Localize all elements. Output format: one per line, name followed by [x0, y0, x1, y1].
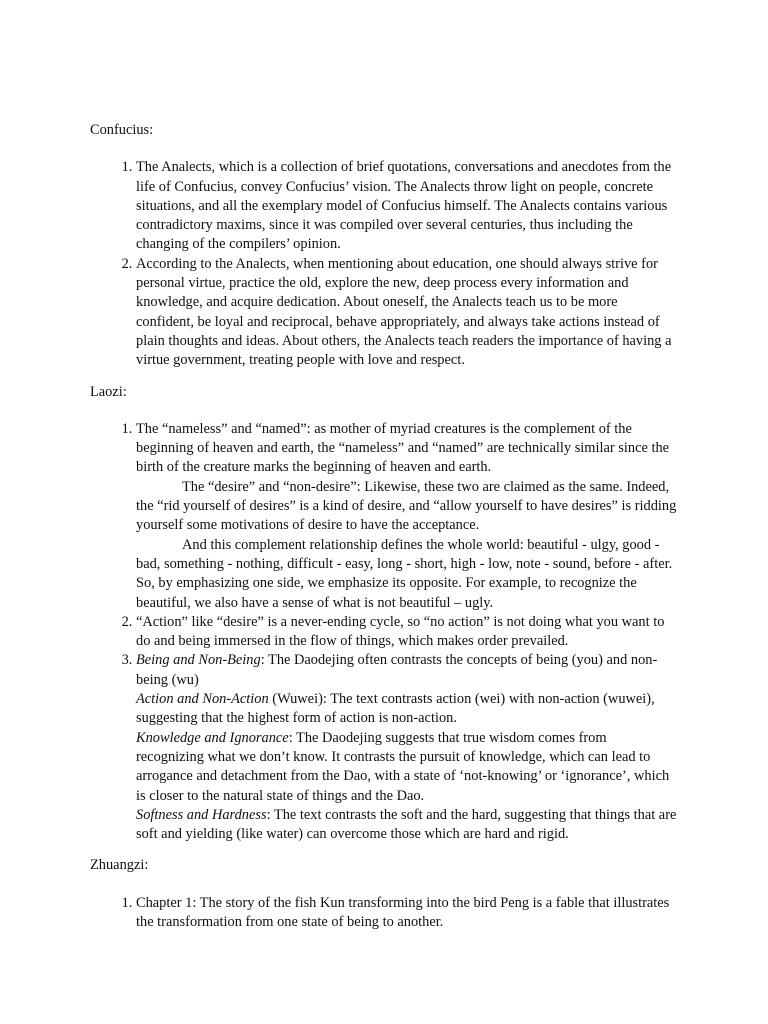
laozi-item-1-para-3: And this complement relationship defines the whole world: beautiful - ulgy, good - bad, something - nothing, difficult - easy, long - short, high - low, note - sound, before - after. So, by emphasizing one side, we emphasize its opposite. For example, to recognize the beautiful, we also have a sense of what is not beautiful – ugly.: [136, 536, 673, 611]
action-nonaction-term: Action and Non-Action: [136, 691, 269, 708]
laozi-item-2: 2. “Action” like “desire” is a never-ending cycle, so “no action” is not doing what you want to do and being immersed in the flow of things, which makes order prevailed.: [136, 613, 678, 652]
confucius-item-2: 2. According to the Analects, when mentioning about education, one should always strive for personal virtue, practice the old, explore the new, deep process every information and knowledge, and acquire dedication. About oneself, the Analects teach us to be more confident, be loyal and reciprocal, behave appropriately, and always take actions instead of plain thoughts and ideas. About others, the Analects teach readers the importance of having a virtue government, treating people with love and respect.: [136, 255, 678, 371]
softness-hardness-text: : The text contrasts the soft and the hard, suggesting that things that are soft and yielding (like water) can overcome those which are hard and rigid.: [136, 806, 677, 843]
softness-hardness-term: Softness and Hardness: [136, 806, 267, 823]
zhuangzi-heading: Zhuangzi:: [90, 857, 149, 874]
laozi-list: [90, 420, 678, 845]
confucius-list: [90, 158, 678, 370]
laozi-item-1-para-2: The “desire” and “non-desire”: Likewise, these two are claimed as the same. Indeed, the “rid yourself of desires” is a kind of desire, and “allow yourself to have desires” is ridding yourself some motivations of desire to have the acceptance.: [136, 478, 677, 534]
laozi-item-3: [136, 651, 678, 844]
being-nonbeing-text: : The Daodejing often contrasts the concepts of being (you) and non-being (wu): [136, 652, 658, 688]
confucius-heading: Confucius:: [90, 122, 154, 138]
knowledge-ignorance-term: Knowledge and Ignorance: [136, 729, 289, 746]
zhuangzi-list: [90, 894, 678, 933]
confucius-item-1: 1. The Analects, which is a collection of brief quotations, conversations and anecdotes from the life of Confucius, convey Confucius’ vision. The Analects throw light on people, concrete situations, and all the exemplary model of Confucius himself. The Analects contains various contradictory maxims, since it was compiled over several centuries, thus including the changing of the compilers’ opinion.: [136, 158, 678, 254]
being-nonbeing-term: Being and Non-Being: [136, 652, 261, 669]
action-nonaction-para: [136, 690, 678, 729]
knowledge-ignorance-para: [136, 729, 678, 806]
laozi-item-1-para-1: 1. The “nameless” and “named”: as mother of myriad creatures is the complement of the beginning of heaven and earth, the “nameless” and “named” are technically similar since the birth of the creature marks the beginning of heaven and earth.: [136, 420, 670, 476]
being-nonbeing-para: [136, 651, 678, 690]
knowledge-ignorance-text: : The Daodejing suggests that true wisdom comes from recognizing what we don’t know. It contrasts the pursuit of knowledge, which can lead to arrogance and detachment from the Dao, with a state of ‘not-knowing’ or ‘ignorance’, which is closer to the natural state of things and the Dao.: [136, 729, 670, 804]
action-nonaction-text: (Wuwei): The text contrasts action (wei) with non-action (wuwei), suggesting that the highest form of action is non-action.: [136, 691, 655, 727]
laozi-item-1: [136, 420, 678, 613]
softness-hardness-para: [136, 806, 678, 845]
laozi-heading: Laozi:: [90, 383, 127, 400]
zhuangzi-item-1: 1. Chapter 1: The story of the fish Kun transforming into the bird Peng is a fable that illustrates the transformation from one state of being to another.: [136, 894, 678, 933]
